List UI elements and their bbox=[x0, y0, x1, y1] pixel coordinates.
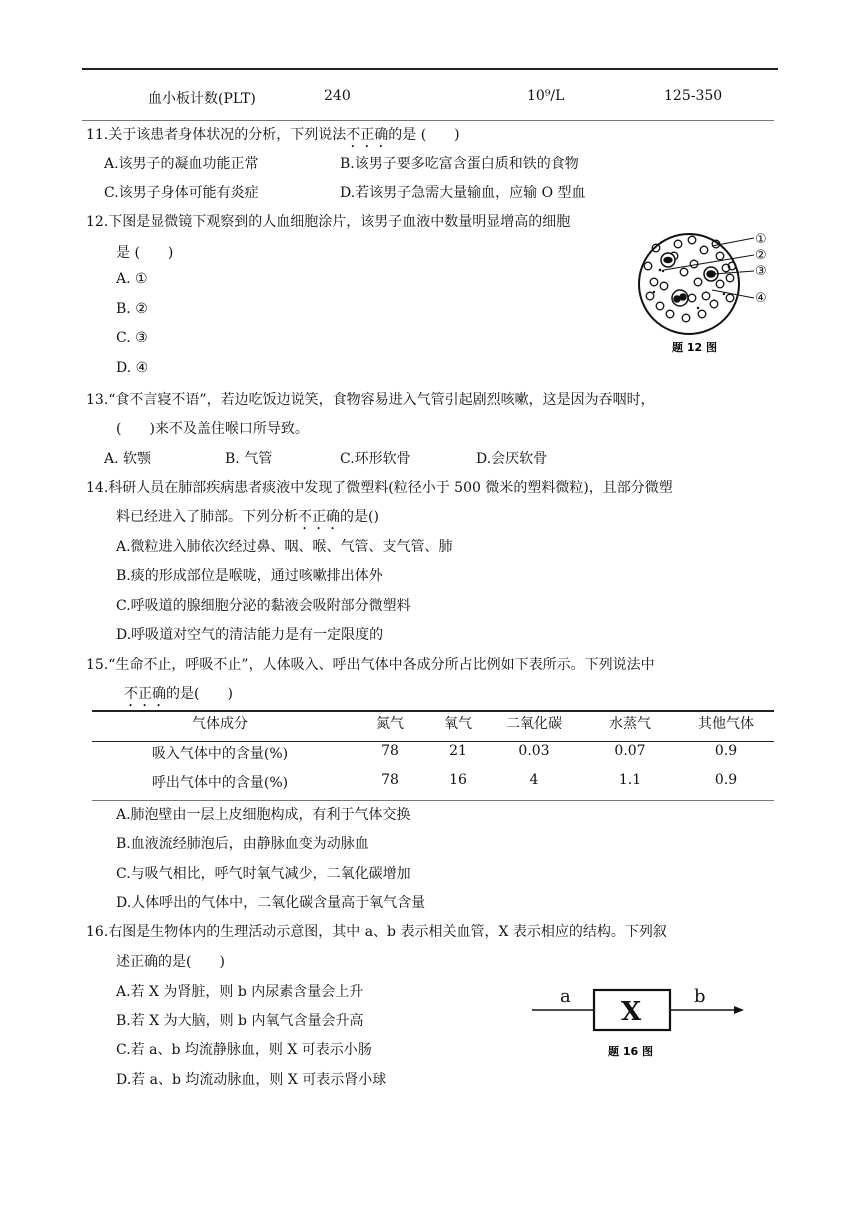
table-header-rule bbox=[92, 741, 774, 742]
table-top-rule bbox=[92, 710, 774, 712]
q12-option-b: B. ② bbox=[116, 301, 148, 317]
q11-option-c: C.该男子身体可能有炎症 bbox=[104, 185, 259, 201]
table-cell: 16 bbox=[449, 772, 467, 788]
table-cell: 21 bbox=[449, 743, 467, 759]
q14-stem-post: 的是() bbox=[340, 509, 379, 525]
q13-option-b: B. 气管 bbox=[225, 451, 273, 467]
q13-stem-line1: 13.“食不言寝不语”，若边吃饭边说笑，食物容易进入气管引起剧烈咳嗽，这是因为吞咽时， bbox=[86, 392, 655, 408]
q14-option-b: B.痰的形成部位是喉咙，通过咳嗽排出体外 bbox=[116, 568, 383, 584]
flow-diagram-figure bbox=[530, 985, 760, 1065]
top-rule bbox=[82, 68, 778, 70]
q14-option-a: A.微粒进入肺依次经过鼻、咽、喉、气管、支气管、肺 bbox=[116, 539, 453, 555]
q16-option-d: D.若 a、b 均流动脉血，则 X 可表示肾小球 bbox=[116, 1072, 387, 1088]
q13-option-a: A. 软颚 bbox=[104, 451, 152, 467]
vessel-b-label: b bbox=[694, 986, 706, 1007]
q12-option-d: D. ④ bbox=[116, 360, 149, 376]
q13-stem-line2: ( )来不及盖住喉口所导致。 bbox=[116, 421, 309, 437]
q11-option-d: D.若该男子急需大量输血，应输 O 型血 bbox=[340, 185, 586, 201]
q15-stem-line2 bbox=[124, 683, 233, 710]
table-header-cell: 其他气体 bbox=[698, 716, 754, 732]
table-header-cell: 氮气 bbox=[376, 716, 404, 732]
q15-stem-post: 的是( ) bbox=[166, 686, 233, 702]
structure-x-label: X bbox=[621, 997, 642, 1027]
q16-figure-caption: 题 16 图 bbox=[608, 1045, 653, 1058]
table-cell: 4 bbox=[529, 772, 539, 788]
q16-option-a: A.若 X 为肾脏，则 b 内尿素含量会上升 bbox=[116, 984, 364, 1000]
q14-stem-emph: 不正确 bbox=[298, 509, 340, 525]
plt-value: 240 bbox=[324, 88, 351, 104]
table-bottom-rule bbox=[92, 800, 774, 801]
q15-stem-emph: 不正确 bbox=[124, 686, 166, 702]
q14-stem-pre: 料已经进入了肺部。下列分析 bbox=[116, 509, 298, 525]
q16-option-c: C.若 a、b 均流静脉血，则 X 可表示小肠 bbox=[116, 1042, 372, 1058]
q11-stem-pre: 11.关于该患者身体状况的分析，下列说法 bbox=[86, 127, 347, 143]
q14-stem-line1: 14.科研人员在肺部疾病患者痰液中发现了微塑料(粒径小于 500 微米的塑料微粒)，且部分微塑 bbox=[86, 480, 673, 496]
blood-smear-figure bbox=[634, 226, 784, 361]
table-row-label: 呼出气体中的含量(%) bbox=[151, 775, 289, 791]
q12-stem-line1: 12.下图是显微镜下观察到的人血细胞涂片，该男子血液中数量明显增高的细胞 bbox=[86, 214, 571, 230]
q15-option-d: D.人体呼出的气体中，二氧化碳含量高于氧气含量 bbox=[116, 895, 426, 911]
table-header-cell: 氧气 bbox=[444, 716, 472, 732]
q15-stem-line1: 15.“生命不止，呼吸不止”，人体吸入、呼出气体中各成分所占比例如下表所示。下列说法中 bbox=[86, 657, 655, 673]
q11-stem bbox=[86, 124, 460, 151]
q11-option-b: B.该男子要多吃富含蛋白质和铁的食物 bbox=[340, 156, 579, 172]
table-cell: 1.1 bbox=[618, 772, 642, 788]
table-header-cell: 气体成分 bbox=[192, 716, 248, 732]
q11-stem-emph: 不正确 bbox=[346, 127, 389, 143]
table-row-label: 吸入气体中的含量(%) bbox=[151, 746, 289, 762]
q15-option-a: A.肺泡壁由一层上皮细胞构成，有利于气体交换 bbox=[116, 807, 411, 823]
q15-option-c: C.与吸气相比，呼气时氧气减少，二氧化碳增加 bbox=[116, 866, 411, 882]
table-cell: 0.07 bbox=[614, 743, 646, 759]
q11-stem-post: 的是 ( ) bbox=[388, 127, 460, 143]
q16-option-b: B.若 X 为大脑，则 b 内氧气含量会升高 bbox=[116, 1013, 364, 1029]
table-cell: 78 bbox=[381, 743, 399, 759]
plt-row-rule bbox=[82, 120, 774, 121]
q12-figure-caption: 题 12 图 bbox=[672, 341, 717, 354]
q15-option-b: B.血液流经肺泡后，由静脉血变为动脉血 bbox=[116, 836, 369, 852]
figure-label-3: ③ bbox=[755, 264, 767, 279]
plt-unit: 10⁹/L bbox=[527, 88, 565, 104]
q16-stem-line1: 16.右图是生物体内的生理活动示意图，其中 a、b 表示相关血管，X 表示相应的结构。下列叙 bbox=[86, 924, 667, 940]
table-header-cell: 二氧化碳 bbox=[506, 716, 562, 732]
table-header-cell: 水蒸气 bbox=[609, 716, 651, 732]
plt-range: 125-350 bbox=[664, 88, 723, 104]
q14-stem-line2 bbox=[116, 506, 379, 533]
figure-label-4: ④ bbox=[755, 291, 767, 306]
q14-option-c: C.呼吸道的腺细胞分泌的黏液会吸附部分微塑料 bbox=[116, 598, 411, 614]
table-cell: 0.03 bbox=[518, 743, 550, 759]
table-cell: 78 bbox=[381, 772, 399, 788]
q11-option-a: A.该男子的凝血功能正常 bbox=[104, 156, 259, 172]
vessel-a-label: a bbox=[560, 986, 571, 1007]
table-cell: 0.9 bbox=[714, 743, 738, 759]
q16-stem-line2: 述正确的是( ) bbox=[116, 954, 225, 970]
plt-name: 血小板计数(PLT) bbox=[148, 91, 256, 107]
table-cell: 0.9 bbox=[714, 772, 738, 788]
figure-label-2: ② bbox=[755, 248, 767, 263]
figure-label-1: ① bbox=[755, 232, 767, 247]
q12-option-a: A. ① bbox=[116, 271, 148, 287]
arrow-out-icon bbox=[734, 1006, 744, 1014]
q12-option-c: C. ③ bbox=[116, 330, 148, 346]
q12-stem-line2: 是 ( ) bbox=[116, 245, 174, 261]
q13-option-c: C.环形软骨 bbox=[340, 451, 411, 467]
q14-option-d: D.呼吸道对空气的清洁能力是有一定限度的 bbox=[116, 627, 384, 643]
q13-option-d: D.会厌软骨 bbox=[476, 451, 548, 467]
